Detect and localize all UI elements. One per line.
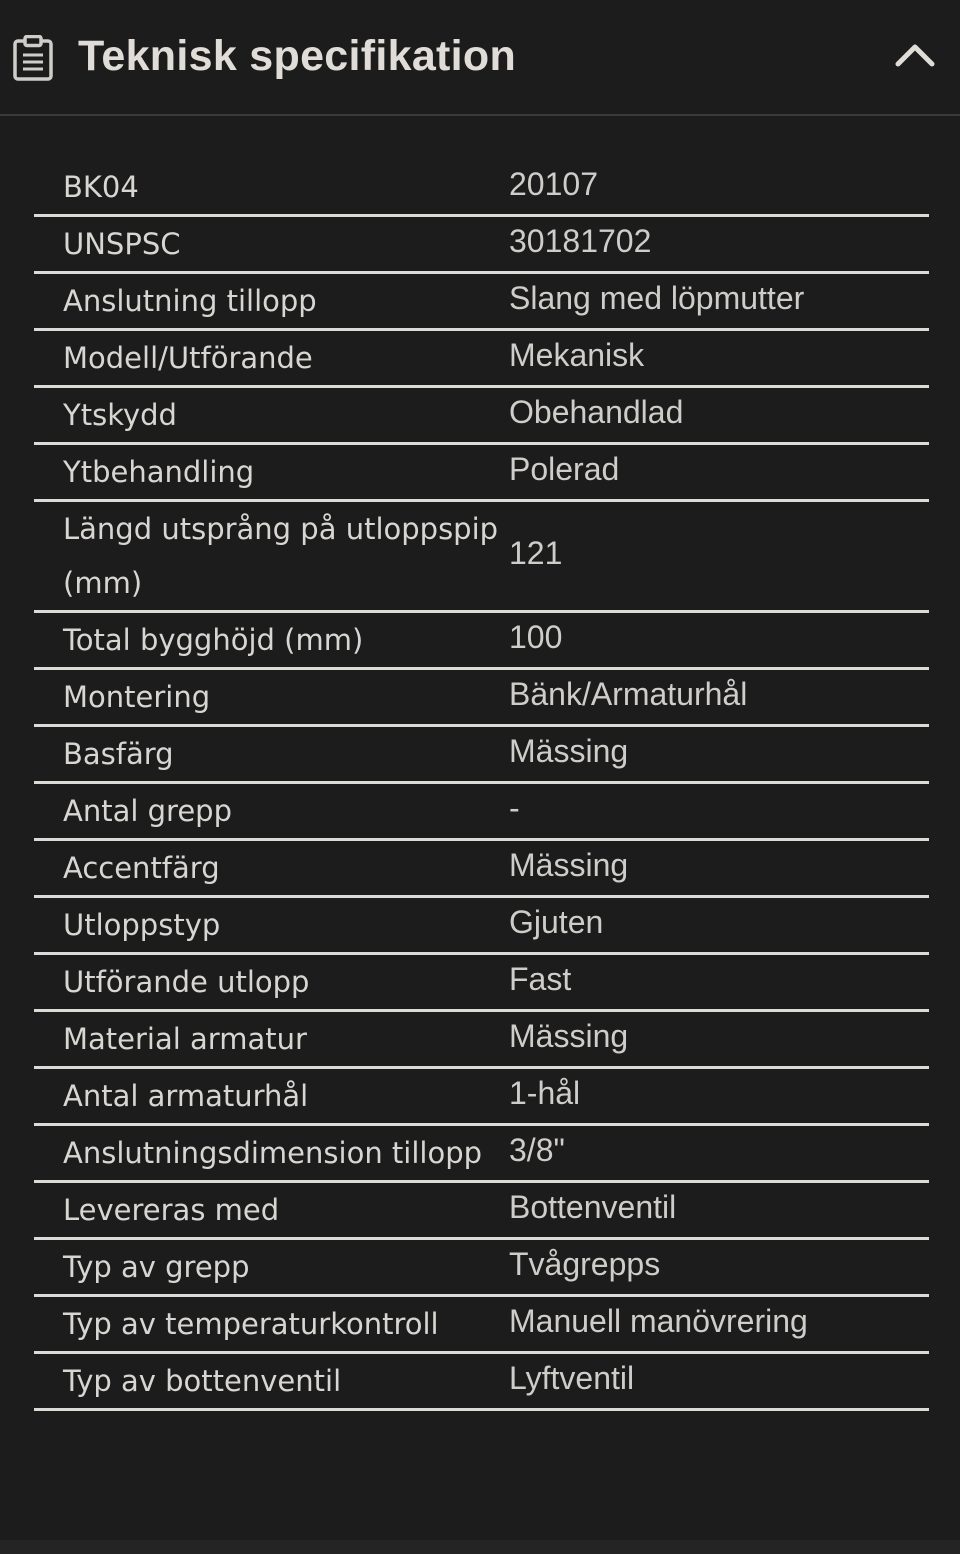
spec-value: Lyftventil (509, 1353, 929, 1410)
spec-row (34, 1011, 929, 1068)
chevron-up-icon[interactable] (890, 30, 940, 80)
spec-key: Utförande utlopp (34, 954, 509, 1011)
spec-value: Tvågrepps (509, 1239, 929, 1296)
spec-row (34, 501, 929, 612)
spec-key: Ytskydd (34, 387, 509, 444)
spec-key: Ytbehandling (34, 444, 509, 501)
spec-key: Antal grepp (34, 783, 509, 840)
spec-row (34, 612, 929, 669)
spec-value: 3/8" (509, 1125, 929, 1182)
spec-key: Typ av bottenventil (34, 1353, 509, 1410)
spec-row (34, 897, 929, 954)
spec-value: Bänk/Armaturhål (509, 669, 929, 726)
spec-value: - (509, 783, 929, 840)
spec-key: UNSPSC (34, 216, 509, 273)
spec-value: Mässing (509, 1011, 929, 1068)
spec-value: Bottenventil (509, 1182, 929, 1239)
spec-value: Polerad (509, 444, 929, 501)
spec-key: Total bygghöjd (mm) (34, 612, 509, 669)
spec-row (34, 726, 929, 783)
spec-value: Mekanisk (509, 330, 929, 387)
spec-value: Manuell manövrering (509, 1296, 929, 1353)
spec-key: Levereras med (34, 1182, 509, 1239)
spec-row (34, 330, 929, 387)
spec-table (34, 160, 929, 1411)
spec-key: Utloppstyp (34, 897, 509, 954)
spec-row (34, 1068, 929, 1125)
spec-key: Anslutning tillopp (34, 273, 509, 330)
spec-row (34, 1125, 929, 1182)
spec-row (34, 954, 929, 1011)
spec-key: Accentfärg (34, 840, 509, 897)
spec-value: Obehandlad (509, 387, 929, 444)
spec-row (34, 387, 929, 444)
next-section-edge (0, 1540, 960, 1554)
spec-section-header[interactable] (0, 0, 960, 116)
spec-key: Montering (34, 669, 509, 726)
spec-key: Anslutningsdimension tillopp (34, 1125, 509, 1182)
spec-row (34, 1182, 929, 1239)
spec-row (34, 1239, 929, 1296)
clipboard-icon (12, 35, 54, 81)
spec-row (34, 783, 929, 840)
spec-row (34, 1296, 929, 1353)
spec-key: Antal armaturhål (34, 1068, 509, 1125)
spec-value: 30181702 (509, 216, 929, 273)
spec-key: Modell/Utförande (34, 330, 509, 387)
spec-value: Mässing (509, 726, 929, 783)
spec-row (34, 669, 929, 726)
spec-value: Slang med löpmutter (509, 273, 929, 330)
spec-key: Längd utsprång på utloppspip (mm) (34, 501, 509, 612)
spec-row (34, 216, 929, 273)
spec-key: Typ av grepp (34, 1239, 509, 1296)
spec-value: 121 (509, 501, 929, 612)
spec-key: Typ av temperaturkontroll (34, 1296, 509, 1353)
spec-value: 1-hål (509, 1068, 929, 1125)
spec-value: Fast (509, 954, 929, 1011)
spec-value: 100 (509, 612, 929, 669)
spec-key: BK04 (34, 160, 509, 216)
spec-row (34, 160, 929, 216)
spec-value: Mässing (509, 840, 929, 897)
spec-row (34, 840, 929, 897)
spec-row (34, 444, 929, 501)
spec-key: Material armatur (34, 1011, 509, 1068)
spec-value: 20107 (509, 160, 929, 216)
spec-key: Basfärg (34, 726, 509, 783)
spec-value: Gjuten (509, 897, 929, 954)
spec-row (34, 273, 929, 330)
section-title: Teknisk specifikation (78, 32, 517, 80)
spec-row (34, 1353, 929, 1410)
